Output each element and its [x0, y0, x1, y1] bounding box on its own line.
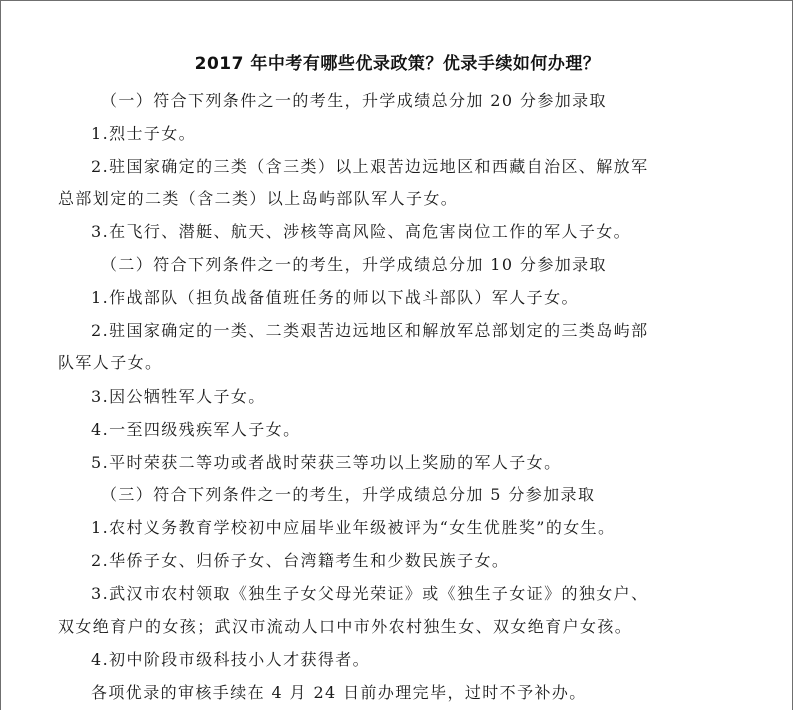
paragraph-line: 总部划定的二类（含二类）以上岛屿部队军人子女。	[58, 189, 459, 208]
paragraph-line: 3.因公牺牲军人子女。	[91, 387, 266, 406]
paragraph-line: 1.农村义务教育学校初中应届毕业年级被评为“女生优胜奖”的女生。	[91, 518, 616, 537]
closing-note: 各项优录的审核手续在 4 月 24 日前办理完毕，过时不予补办。	[91, 683, 587, 702]
paragraph-line: 4.初中阶段市级科技小人才获得者。	[91, 650, 371, 669]
paragraph-line: 1.作战部队（担负战备值班任务的师以下战斗部队）军人子女。	[91, 288, 579, 307]
section-heading-1: （一）符合下列条件之一的考生，升学成绩总分加 20 分参加录取	[101, 91, 607, 110]
paragraph-line: 3.在飞行、潜艇、航天、涉核等高风险、高危害岗位工作的军人子女。	[91, 222, 632, 241]
section-heading-2: （二）符合下列条件之一的考生，升学成绩总分加 10 分参加录取	[101, 255, 607, 274]
paragraph-line: 5.平时荣获二等功或者战时荣获三等功以上奖励的军人子女。	[91, 453, 562, 472]
paragraph-line: 2.华侨子女、归侨子女、台湾籍考生和少数民族子女。	[91, 551, 510, 570]
paragraph-line: 4.一至四级残疾军人子女。	[91, 420, 301, 439]
paragraph-line: 队军人子女。	[58, 353, 163, 372]
paragraph-line: 3.武汉市农村领取《独生子女父母光荣证》或《独生子女证》的独女户、	[91, 584, 649, 603]
paragraph-line: 2.驻国家确定的一类、二类艰苦边远地区和解放军总部划定的三类岛屿部	[91, 321, 649, 340]
paragraph-line: 双女绝育户的女孩；武汉市流动人口中市外农村独生女、双女绝育户女孩。	[58, 617, 633, 636]
section-heading-3: （三）符合下列条件之一的考生，升学成绩总分加 5 分参加录取	[101, 485, 596, 504]
paragraph-line: 1.烈士子女。	[91, 124, 197, 143]
paragraph-line: 2.驻国家确定的三类（含三类）以上艰苦边远地区和西藏自治区、解放军	[91, 157, 649, 176]
document-title: 2017 年中考有哪些优录政策？优录手续如何办理？	[194, 54, 601, 74]
